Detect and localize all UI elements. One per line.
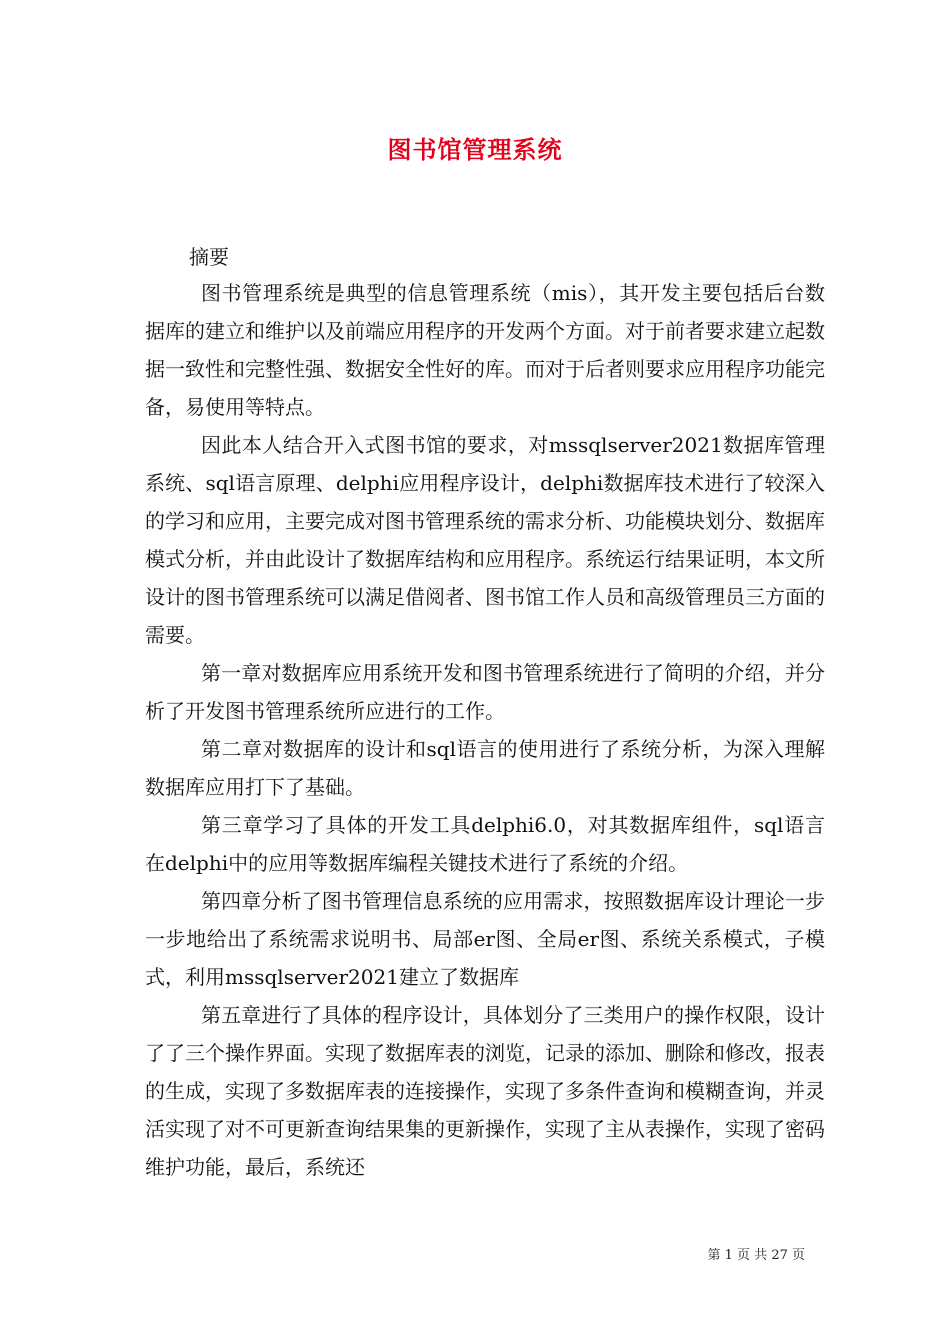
paragraph-chapter-1: 第一章对数据库应用系统开发和图书管理系统进行了简明的介绍，并分析了开发图书管理系统所应进行的工作。 [145,661,825,723]
paragraph-chapter-2: 第二章对数据库的设计和sql语言的使用进行了系统分析，为深入理解数据库应用打下了基础。 [145,737,825,799]
abstract-heading: 摘要 [189,245,229,269]
paragraph-summary: 因此本人结合开入式图书馆的要求，对mssqlserver2021数据库管理系统、sql语言原理、delphi应用程序设计，delphi数据库技术进行了较深入的学习和应用，主要完成对图书管理系统的需求分析、功能模块划分、数据库模式分析，并由此设计了数据库结构和应用程序。系统运行结果证明，本文所设计的图书管理系统可以满足借阅者、图书馆工作人员和高级管理员三方面的需要。 [145,433,825,647]
paragraph-chapter-5: 第五章进行了具体的程序设计，具体划分了三类用户的操作权限，设计了了三个操作界面。实现了数据库表的浏览，记录的添加、删除和修改，报表的生成，实现了多数据库表的连接操作，实现了多条件查询和模糊查询，并灵活实现了对不可更新查询结果集的更新操作，实现了主从表操作，实现了密码维护功能，最后，系统还 [145,1003,825,1179]
paragraph-chapter-4: 第四章分析了图书管理信息系统的应用需求，按照数据库设计理论一步一步地给出了系统需求说明书、局部er图、全局er图、系统关系模式，子模式，利用mssqlserver2021建立了数据库 [145,889,825,989]
document-body [145,240,825,1186]
page-number: 第 1 页 共 27 页 [707,1248,805,1263]
paragraph-chapter-3: 第三章学习了具体的开发工具delphi6.0，对其数据库组件，sql语言在delphi中的应用等数据库编程关键技术进行了系统的介绍。 [145,813,825,875]
paragraph-intro: 图书管理系统是典型的信息管理系统（mis），其开发主要包括后台数据库的建立和维护以及前端应用程序的开发两个方面。对于前者要求建立起数据一致性和完整性强、数据安全性好的库。而对于后者则要求应用程序功能完备，易使用等特点。 [145,281,825,419]
document-title: 图书馆管理系统 [387,135,563,164]
